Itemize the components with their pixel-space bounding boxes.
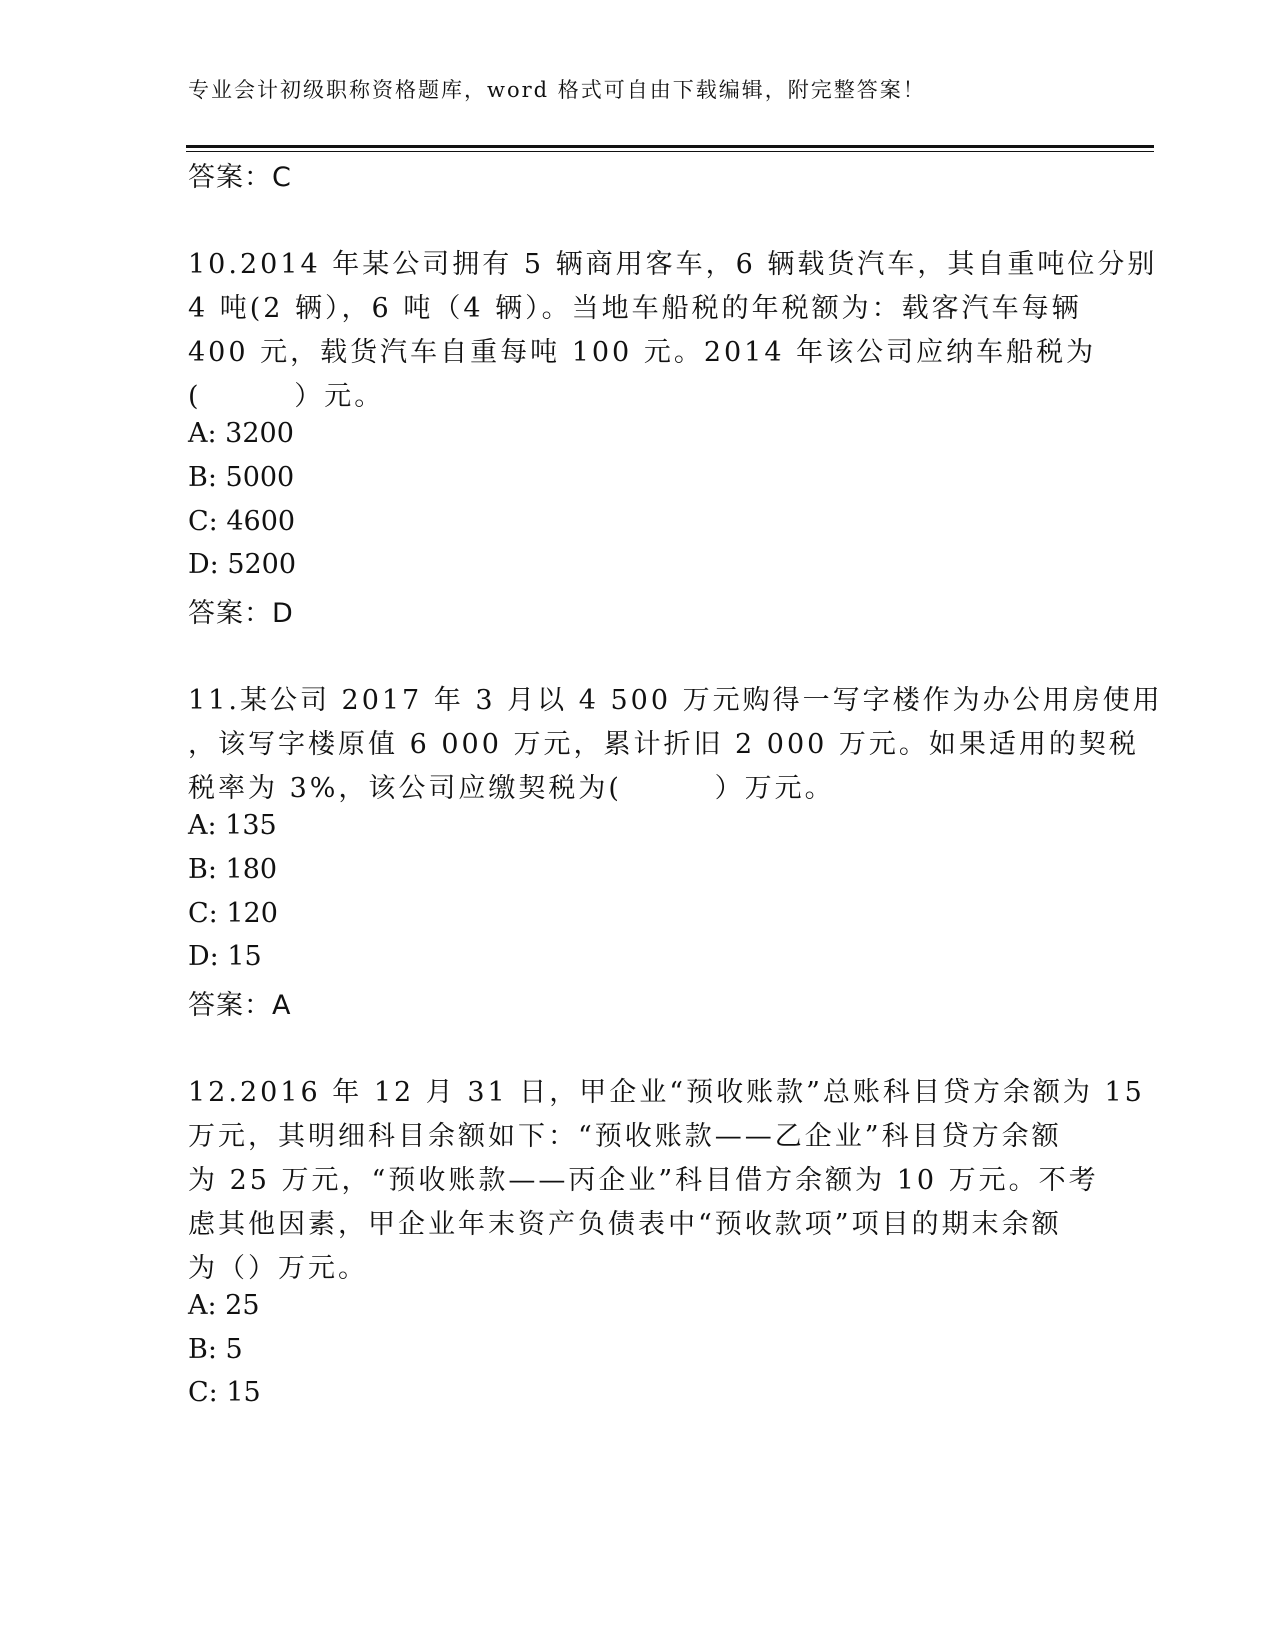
question-12-line-4: 虑其他因素，甲企业年末资产负债表中“预收款项”项目的期末余额 xyxy=(188,1209,1062,1240)
header-rule-thick xyxy=(186,145,1154,148)
question-12-line-2: 万元，其明细科目余额如下：“预收账款——乙企业”科目贷方余额 xyxy=(188,1121,1062,1152)
page-header: 专业会计初级职称资格题库，word 格式可自由下载编辑，附完整答案！ xyxy=(188,78,926,102)
answer-previous: 答案：C xyxy=(188,162,292,193)
question-10-line-1: 10.2014 年某公司拥有 5 辆商用客车，6 辆载货汽车，其自重吨位分别 xyxy=(188,249,1158,280)
question-11-answer: 答案：A xyxy=(188,990,292,1021)
question-11-option-c: C: 120 xyxy=(188,898,278,929)
question-11-option-a: A: 135 xyxy=(188,810,277,841)
question-12-line-5: 为（）万元。 xyxy=(188,1253,368,1284)
question-12-line-3: 为 25 万元，“预收账款——丙企业”科目借方余额为 10 万元。不考 xyxy=(188,1165,1099,1196)
question-10-line-2: 4 吨(2 辆），6 吨（4 辆）。当地车船税的年税额为：载客汽车每辆 xyxy=(188,293,1082,324)
question-11-line-2: ，该写字楼原值 6 000 万元，累计折旧 2 000 万元。如果适用的契税 xyxy=(188,729,1139,760)
question-12-option-c: C: 15 xyxy=(188,1377,261,1408)
question-11-line-3: 税率为 3%，该公司应缴契税为( ）万元。 xyxy=(188,773,835,804)
question-10-line-3: 400 元，载货汽车自重每吨 100 元。2014 年该公司应纳车船税为 xyxy=(188,337,1097,368)
question-10-option-c: C: 4600 xyxy=(188,506,296,537)
question-10-line-4: ( ）元。 xyxy=(188,381,385,412)
question-12-line-1: 12.2016 年 12 月 31 日，甲企业“预收账款”总账科目贷方余额为 15 xyxy=(188,1077,1145,1108)
question-10-answer: 答案：D xyxy=(188,598,294,629)
question-12-option-b: B: 5 xyxy=(188,1334,243,1365)
question-12-option-a: A: 25 xyxy=(188,1290,260,1321)
question-11-line-1: 11.某公司 2017 年 3 月以 4 500 万元购得一写字楼作为办公用房使用 xyxy=(188,685,1163,716)
question-11-option-b: B: 180 xyxy=(188,854,278,885)
question-10-option-d: D: 5200 xyxy=(188,549,297,580)
question-10-option-b: B: 5000 xyxy=(188,462,295,493)
question-10-option-a: A: 3200 xyxy=(188,418,294,449)
question-11-option-d: D: 15 xyxy=(188,941,262,972)
header-rule-thin xyxy=(186,151,1154,152)
